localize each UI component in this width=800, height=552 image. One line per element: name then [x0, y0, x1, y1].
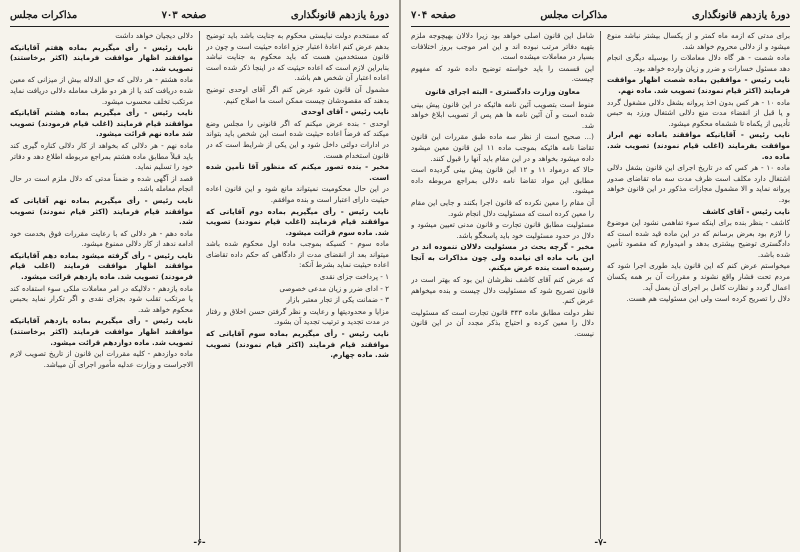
left-page-columns: [411, 31, 790, 539]
paragraph: ۱ - پرداخت جزای نقدی: [319, 272, 389, 282]
paragraph: مسئولیت مطابق قانون تجارت و قانون مدنی تعیین میشود و دلال در حدود مسئولیت خود باید پاسخگو باشد.: [411, 220, 594, 240]
speaker-line: نایب رئیس - رأی گرفته میشود بماده دهم آقایانیکه موافقند اظهار موافقت فرمایند (اغلب قیام فرمودند) تصویب شد. ماده یازدهم قرائت میشود.: [10, 250, 193, 282]
paragraph: کاشف - بنظر بنده برای اینکه سوء تفاهمی نشود این موضوع را لازم بود بعرض برسانم که در این ماده قید شده است که دادگستری توضیح بیشتری بدهد و امیدوارم که مقصود تأمین شده باشد.: [607, 218, 790, 259]
paragraph: ۳ - ضمانت یکی از تجار معتبر بازار: [286, 295, 389, 305]
paragraph: دلال را تصریح کرده است ولی این مسئولیت هم هست.: [626, 294, 790, 304]
paragraph: ماده ۱۰ - هر کس که در تاریخ اجرای این قانون بشغل دلالی اشتغال دارد مکلف است ظرف مدت سه ماه تقاضای صدور پروانه نماید و الا مشمول مجازات مذکور در این قانون خواهد بود.: [607, 163, 790, 204]
paragraph: ماده دوازدهم - کلیه مقررات این قانون از تاریخ تصویب لازم الاجراست و وزارت عدلیه مأمور اجرای آن میباشد.: [10, 349, 193, 369]
right-header-right: دورهٔ یازدهم قانونگذاری: [290, 10, 389, 21]
right-page-col-right: [206, 31, 389, 539]
left-header-right: دورهٔ یازدهم قانونگذاری: [691, 10, 790, 21]
paragraph: ماده دهم - هر دلالی که با رعایت مقررات فوق بخدمت خود ادامه ندهد از کار دلالی ممنوع میشود.: [10, 228, 193, 249]
paragraph: قصد از آگهی شده و ضمناً مدتی که دلال ملزم است در حال انجام معامله باشد.: [10, 173, 193, 194]
paragraph: ماده سوم - کسیکه بموجب ماده اول محکوم شده باشد میتواند بعد از انقضای مدت از دادگاهی که حکم داده تقاضای اعاده حیثیت نماید بشرط آنکه:: [206, 239, 389, 270]
speaker-line: نایب رئیس - رأی میگیریم بماده نهم آقایانی که موافقند قیام فرمایند (اکثر قیام نمودند) تصویب شد.: [10, 195, 193, 227]
paragraph: مزایا و محدودیتها و رعایت و نظر گرفتن حسن اخلاق و رفتار در مدت تجدید و ترتیب تجدید آن بشود.: [206, 306, 389, 327]
right-page-col-left: [10, 31, 193, 539]
right-page-columns: [10, 31, 389, 539]
paragraph: ماده شصت - هر گاه دلال معاملات را بوسیله دیگری انجام دهد مسئول خسارات و ضرر و زیان وارده خواهد بود.: [607, 53, 790, 73]
speaker-line: نایب رئیس - رأی میگیریم بماده سوم آقایانی که موافقند قیام فرمایند (اکثر قیام نمودند) تصویب شد. ماده چهارم.: [206, 329, 389, 360]
paragraph: (... صحیح است از نظر سه ماده طبق مقررات این قانون تقاضا نامه هائیکه بموجب ماده ۱۱ این قانون معین میشود داده میشود بخواهد و در این مقام باید آنها را قبول کنند.: [411, 132, 594, 163]
speaker-line: مخبر - بنده تصور میکنم که منظور آقا تأمین شده است.: [206, 162, 389, 182]
speaker-line: نایب رئیس - رأی میگیریم بماده هشتم آقایانیکه موافقند قیام فرمایند (اغلب قیام فرمودند) تصویب شد ماده نهم قرائت میشود.: [10, 108, 193, 139]
paragraph: اوحدی - بنده عرض میکنم که اگر قانونی را مجلس وضع میکند که فرضاً اعاده حیثیت شده است این شخص باید بتواند در ادارات دولتی داخل شود و این یکی از شرایط است که در قانون استخدام هست.: [206, 118, 389, 160]
right-header-left: مذاکرات مجلس: [10, 10, 78, 21]
left-page-header: [411, 10, 790, 27]
left-header-left: صفحه ۷۰۴: [411, 10, 456, 21]
column-divider: [199, 31, 200, 539]
paragraph: که مستخدم دولت نبایستی محکوم به جنایت باشد باید توضیح بدهم عرض کنم اعادهٔ اعتبار جزو اعاده حیثیت است و چون در قانون مستخدمین هست که باید محکوم به جنایت نباشد بنابراین لازم است که اعاده حیثیت که در اینجا ذکر شده است اعاده اعتبار آن شخص هم باشد.: [206, 31, 389, 83]
paragraph: میخواستم عرض کنم که این قانون باید طوری اجرا شود که مردم تحت فشار واقع نشوند و مقررات آن بر همه یکسان اعمال گردد و نظارت کامل بر اجرای آن بعمل آید.: [607, 261, 790, 292]
paragraph: ماده ۱۰ - هر کس بدون اخذ پروانه بشغل دلالی مشغول گردد و یا قبل از انقضاء مدت منع دلالی اشتغال ورزد به حبس تأدیبی از یکماه تا ششماه محکوم میشود.: [607, 97, 790, 128]
paragraph: ماده یازدهم - دلالیکه در امر معاملات ملکی سوء استفاده کند یا مرتکب تقلب شود بجزای نقدی و اگر تکرار نماید بحبس محکوم خواهد شد.: [10, 283, 193, 314]
paragraph: در این حال محکومیت نمیتواند مانع شود و این قانون اعاده حیثیت دارای اعتبار است و بنده موافقم.: [206, 184, 389, 204]
column-divider: [600, 31, 601, 539]
left-header-center: مذاکرات مجلس: [540, 10, 608, 21]
speaker-line: نایب رئیس - رأی میگیریم بماده یازدهم آقایانیکه موافقند اظهار موافقت فرمایند (اکثر برخاستند) تصویب شد. ماده دوازدهم قرائت میشود.: [10, 316, 193, 347]
speaker-line: نایب رئیس - موافقین بماده شصت اظهار موافقت فرمایند (اکثر قیام نمودند) تصویب شد. ماده نهم.: [607, 75, 790, 95]
paragraph: شامل این قانون اصلی خواهد بود زیرا دلالان بهیچوجه ملزم بتهیه دفاتر مرتب نبوده اند و این امر موجب بروز اختلافات بسیار در معاملات میشده است.: [411, 31, 594, 62]
speaker-line: نایب رئیس - آقایانیکه موافقند باماده نهم ابراز موافقت بفرمایند (اغلب قیام نمودند) تصویب شد. ماده ده.: [607, 130, 790, 161]
speaker-line: نایب رئیس - رأی میگیریم بماده هفتم آقایانیکه موافقند اظهار موافقت فرمایند (اکثر برخاستند) تصویب شد.: [10, 42, 193, 73]
section-heading: معاون وزارت دادگستری - البته اجرای قانون: [425, 86, 580, 96]
right-page-header: [10, 10, 389, 27]
right-page-folio: -۶-: [193, 538, 206, 548]
left-page: [401, 0, 800, 552]
paragraph: ماده هشتم - هر دلالی که حق الدلاله بیش از میزانی که معین شده دریافت کند یا از هر دو طرف معامله دلالی دریافت نماید مرتکب تخلف محسوب میشود.: [10, 75, 193, 106]
speaker-line: نایب رئیس - آقای کاشف: [702, 206, 790, 216]
paragraph: دلالی دیجیان خواهد داشت: [115, 31, 193, 40]
paragraph: حالا که درمواد ۱۱ و ۱۲ این قانون پیش بینی گردیده است مطابق این مواد تقاضا نامه دلالی بمراجع مربوطه داده میشود.: [411, 165, 594, 196]
left-page-folio: -۷-: [594, 538, 607, 548]
paragraph: مشمول آن قانون شود عرض کنم اگر آقای اوحدی توضیح بدهند که مقصودشان چیست ممکن است ما اصلاح کنیم.: [206, 84, 389, 105]
left-page-col-left: [411, 31, 594, 539]
paragraph: نظر دولت مطابق ماده ۳۴۳ قانون تجارت است که مسئولیت دلال را معین کرده و احتیاج بذکر مجدد آن در این قانون نیست.: [411, 307, 594, 339]
right-header-center: صفحه ۷۰۳: [161, 10, 207, 21]
speaker-line: نایب رئیس - رأی میگیریم بماده دوم آقایانی که موافقند قیام فرمایند (اغلب قیام نمودند) تصویب شد. ماده سوم قرائت میشود.: [206, 206, 389, 237]
paragraph: منوط است بتصویب آئین نامه هائیکه در این قانون پیش بینی شده است و آن آئین نامه ها هم پس از تصویب ابلاغ خواهد شد.: [411, 99, 594, 130]
paragraph: این قسمت را باید خواسته توضیح داده شود که مفهوم چیست.: [411, 63, 594, 84]
paragraph: ۲ - ادای ضرر و زیان مدعی خصوصی: [279, 283, 389, 293]
paragraph: ماده نهم - هر دلالی که بخواهد از کار دلالی کناره گیری کند باید قبلاً مطابق ماده هشتم بمراجع مربوطه اطلاع دهد و دفاتر خود را تسلیم نماید.: [10, 140, 193, 172]
speaker-line: مخبر - گرچه بحث در مسئولیت دلالان ننموده اند در این باب ماده ای نیامده ولی چون مذاکرات به آنجا رسیده است بنده عرض میکنم.: [411, 242, 594, 273]
left-page-col-right: [607, 31, 790, 539]
speaker-line: نایب رئیس - آقای اوحدی: [301, 107, 389, 117]
paragraph: آن مقام را معین نکرده که قانون اجرا بکنند و جایی این مقام را معین کرده است که مسئولیت دلال انجام شود.: [411, 197, 594, 218]
paragraph: برای مدتی که ازمه ماه کمتر و از یکسال بیشتر نباشد منوع میشود و از دلالی محروم خواهد شد.: [607, 31, 790, 51]
right-page: [0, 0, 399, 552]
paragraph: که عرض کنم آقای کاشف نظرشان این بود که بهتر است در قانون تصریح شود که مسئولیت دلال چیست و بنده میخواهم عرض کنم.: [411, 275, 594, 306]
